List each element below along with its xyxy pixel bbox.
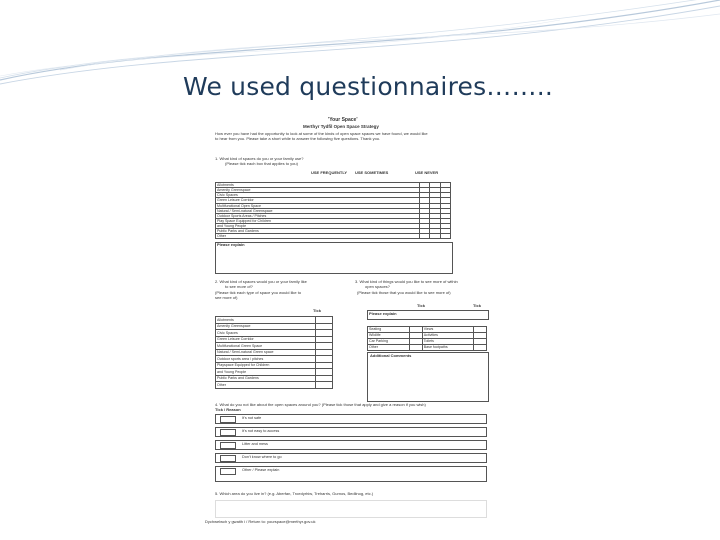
q2-row-label: Natural / Semi-natural Green space	[216, 349, 316, 356]
q3-item: Wildlife	[368, 333, 410, 339]
q1-row-label: Civic Spaces	[216, 193, 420, 198]
q1-row-label: Multifunctional Open Space	[216, 203, 420, 208]
q2-row-label: Green Leisure Corridor	[216, 336, 316, 343]
q3-item: Views	[422, 327, 473, 333]
q1-row-label: Green Leisure Corridor	[216, 198, 420, 203]
question-1-table	[215, 182, 451, 239]
q4-row-label: Other / Please explain	[242, 468, 280, 472]
form-heading: 'Your Space'	[328, 117, 358, 123]
q1-col-frequently: USE FREQUENTLY	[311, 170, 348, 175]
question-4-label: 4. What do you not like about the open spaces around you? (Please tick those that apply and give a reason if you wish)	[215, 402, 426, 407]
q2-row-label: Amenity Greenspace	[216, 323, 316, 330]
question-2-sub: (Please tick each type of space you would like to	[215, 290, 302, 295]
q4-row	[215, 466, 487, 482]
form-intro-line: to hear from you. Please take a short while to answer the following five questions. Thank you.	[215, 136, 381, 141]
q2-row-label: Playspace Equipped for Children	[216, 362, 316, 369]
q1-row-label: Outdoor Sports Areas / Pitches	[216, 213, 420, 218]
q2-row-label: Civic Spaces	[216, 330, 316, 337]
q4-row	[215, 427, 487, 437]
q1-row-label: Play Space Equipped for Children	[216, 218, 420, 223]
q3-item: Other	[368, 345, 410, 351]
q1-row-label: Allotments	[216, 183, 420, 188]
form-intro-line: How ever you have had the opportunity to look at some of the kinds of open space spaces we have found, we would like	[215, 131, 428, 136]
q4-row-label: It's not easy to access	[242, 429, 280, 433]
question-1-label: 1. What kind of spaces do you or your family use?	[215, 156, 304, 161]
q4-row	[215, 414, 487, 424]
q4-row	[215, 440, 487, 450]
form-subheading: Merthyr Tydfil Open Space Strategy	[303, 124, 379, 129]
q3-additional-label: Additional Comments	[370, 353, 412, 358]
q5-answer-box	[215, 500, 487, 518]
questionnaire-image	[203, 110, 495, 534]
q3-col-tick-a: Tick	[417, 303, 425, 308]
q2-row-label: Multifunctional Green Space	[216, 343, 316, 350]
question-5-label: 5. Which area do you live in? (e.g. Aberfan, Troedyrhiw, Treharris, Gurnos, Bedlinog, etc.)	[215, 491, 374, 496]
q1-col-sometimes: USE SOMETIMES	[355, 170, 389, 175]
question-3-label: 3. What kind of things would you like to see more of within	[355, 279, 458, 284]
q3-explain-label: Please explain	[369, 311, 397, 316]
q3-item: Seating	[368, 327, 410, 333]
q3-col-tick-b: Tick	[473, 303, 481, 308]
q1-row-label: Amenity Greenspace	[216, 188, 420, 193]
q1-row-label: and Young People	[216, 224, 420, 229]
slide-title: We used questionnaires……..	[183, 72, 553, 101]
form-footer: Dychwelwch y gwaith i / Return to: yourspace@merthyr.gov.uk	[205, 519, 316, 524]
q3-additional-box	[367, 352, 489, 402]
question-2-label-cont: to see more of?	[225, 284, 253, 289]
q4-row-label: It's not safe	[242, 416, 262, 420]
question-3-table	[367, 326, 487, 351]
q2-row-label: Other	[216, 382, 316, 389]
q1-explain-box	[215, 242, 453, 274]
q1-col-never: USE NEVER	[415, 170, 439, 175]
q3-item: Car Parking	[368, 339, 410, 345]
q2-col-tick: Tick	[313, 308, 321, 313]
q1-row-label: Other	[216, 234, 420, 239]
q1-explain-label: Please explain	[217, 242, 245, 247]
q4-row-label: Litter and mess	[242, 442, 268, 446]
q2-row-label: and Young People	[216, 369, 316, 376]
q2-row-label: Allotments	[216, 317, 316, 324]
q4-row-label: Don't know where to go	[242, 455, 282, 459]
question-2-table	[215, 316, 333, 389]
question-2-label: 2. What kind of spaces would you or your family like	[215, 279, 307, 284]
question-3-label-cont: open spaces?	[365, 284, 390, 289]
question-2-sub-cont: see more of)	[215, 295, 238, 300]
q3-item: Base footpaths	[422, 345, 473, 351]
q1-row-label: Public Parks and Gardens	[216, 229, 420, 234]
question-1-sub: (Please tick each box that applies to you)	[225, 161, 298, 166]
q3-item: Toilets	[422, 339, 473, 345]
q2-row-label: Public Parks and Gardens	[216, 375, 316, 382]
question-4-sub: Tick / Reason	[215, 407, 241, 412]
question-3-sub: (Please tick those that you would like to see more of)	[357, 290, 451, 295]
q2-row-label: Outdoor sports area / pitches	[216, 356, 316, 363]
q4-row	[215, 453, 487, 463]
q1-row-label: Natural / Semi-natural Greenspace	[216, 208, 420, 213]
q3-item: Activities	[422, 333, 473, 339]
